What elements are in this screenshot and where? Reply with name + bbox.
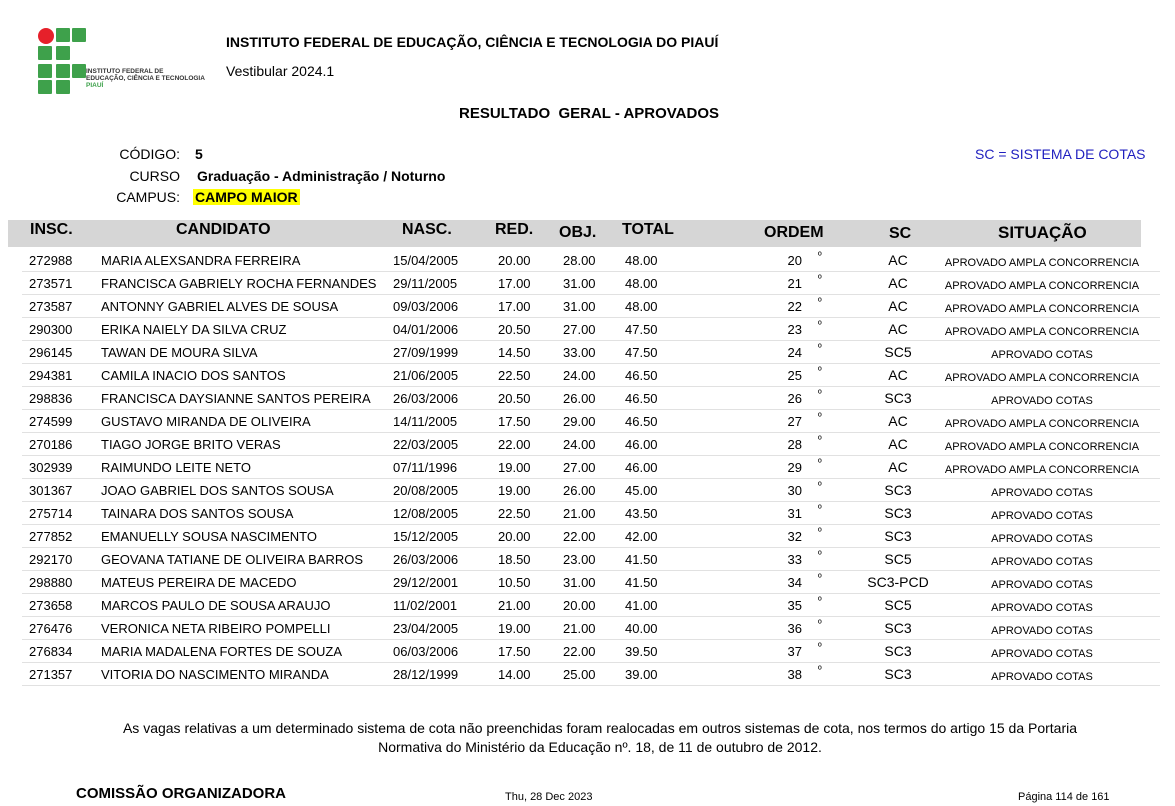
code-label: CÓDIGO:	[119, 146, 180, 162]
row-sc: AC	[888, 459, 908, 475]
col-total: TOTAL	[622, 221, 674, 238]
row-sc: SC3	[884, 643, 912, 659]
logo-red-circle	[38, 28, 54, 44]
logo-text: INSTITUTO FEDERAL DE EDUCAÇÃO, CIÊNCIA E TECNOLOGIA PIAUÍ	[86, 68, 205, 89]
row-total-score: 48.00	[625, 276, 658, 291]
row-birthdate: 26/03/2006	[393, 552, 459, 567]
table-row	[22, 617, 1160, 640]
row-candidate-name: MARIA MADALENA FORTES DE SOUZA	[101, 644, 343, 659]
col-sc: SC	[889, 225, 912, 242]
row-obj-score: 31.00	[563, 575, 596, 590]
row-insc: 273658	[29, 598, 73, 613]
row-order-degree: º	[818, 527, 822, 538]
row-obj-score: 31.00	[563, 299, 596, 314]
table-row	[22, 364, 1160, 387]
row-birthdate: 04/01/2006	[393, 322, 459, 337]
sc-legend: SC = SISTEMA DE COTAS	[975, 146, 1146, 162]
print-date: Thu, 28 Dec 2023	[505, 791, 593, 803]
row-obj-score: 21.00	[563, 621, 596, 636]
row-insc: 275714	[29, 506, 73, 521]
row-total-score: 45.00	[625, 483, 658, 498]
row-insc: 294381	[29, 368, 73, 383]
row-order: 31	[787, 506, 802, 521]
campus-value: CAMPO MAIOR	[195, 189, 298, 205]
row-red-score: 17.00	[498, 276, 531, 291]
row-total-score: 46.00	[625, 437, 658, 452]
row-total-score: 41.00	[625, 598, 658, 613]
row-red-score: 22.50	[498, 368, 531, 383]
row-red-score: 19.00	[498, 621, 531, 636]
course-label: CURSO	[129, 168, 180, 184]
row-candidate-name: ANTONNY GABRIEL ALVES DE SOUSA	[101, 299, 339, 314]
row-birthdate: 26/03/2006	[393, 391, 459, 406]
row-insc: 276834	[29, 644, 73, 659]
row-red-score: 20.50	[498, 322, 531, 337]
row-situation: APROVADO AMPLA CONCORRENCIA	[944, 303, 1140, 315]
row-total-score: 42.00	[625, 529, 658, 544]
col-red: RED.	[495, 221, 534, 238]
row-situation: APROVADO AMPLA CONCORRENCIA	[944, 326, 1140, 338]
row-candidate-name: EMANUELLY SOUSA NASCIMENTO	[101, 529, 318, 544]
row-sc: AC	[888, 321, 908, 337]
row-order-degree: º	[818, 274, 822, 285]
row-sc: AC	[888, 298, 908, 314]
row-insc: 298880	[29, 575, 73, 590]
row-obj-score: 31.00	[563, 276, 596, 291]
code-value: 5	[195, 146, 203, 162]
row-total-score: 46.50	[625, 391, 658, 406]
row-order-degree: º	[818, 297, 822, 308]
row-order-degree: º	[818, 665, 822, 676]
table-row	[22, 571, 1160, 594]
col-situacao: SITUAÇÃO	[998, 223, 1087, 242]
row-obj-score: 27.00	[563, 322, 596, 337]
row-situation: APROVADO AMPLA CONCORRENCIA	[944, 418, 1140, 430]
row-red-score: 18.50	[498, 552, 531, 567]
row-obj-score: 29.00	[563, 414, 596, 429]
row-total-score: 47.50	[625, 322, 658, 337]
row-red-score: 19.00	[498, 483, 531, 498]
row-red-score: 17.50	[498, 644, 531, 659]
table-row	[22, 479, 1160, 502]
table-row	[22, 272, 1160, 295]
row-obj-score: 24.00	[563, 368, 596, 383]
row-order: 35	[787, 598, 802, 613]
row-red-score: 14.50	[498, 345, 531, 360]
row-order: 23	[787, 322, 802, 337]
row-order: 25	[787, 368, 802, 383]
row-order: 24	[787, 345, 802, 360]
row-sc: AC	[888, 275, 908, 291]
campus-label: CAMPUS:	[116, 189, 180, 205]
row-obj-score: 22.00	[563, 644, 596, 659]
page-number: Página 114 de 161	[1018, 791, 1110, 803]
row-situation: APROVADO AMPLA CONCORRENCIA	[944, 372, 1140, 384]
row-red-score: 20.00	[498, 529, 531, 544]
row-insc: 273571	[29, 276, 73, 291]
row-total-score: 43.50	[625, 506, 658, 521]
row-order-degree: º	[818, 504, 822, 515]
row-obj-score: 26.00	[563, 483, 596, 498]
row-candidate-name: GEOVANA TATIANE DE OLIVEIRA BARROS	[101, 552, 363, 567]
row-sc: SC3	[884, 505, 912, 521]
row-order-degree: º	[818, 343, 822, 354]
row-situation: APROVADO COTAS	[991, 395, 1093, 407]
row-insc: 292170	[29, 552, 73, 567]
row-red-score: 20.00	[498, 253, 531, 268]
row-obj-score: 23.00	[563, 552, 596, 567]
row-situation: APROVADO COTAS	[991, 487, 1093, 499]
table-row	[22, 663, 1160, 686]
row-candidate-name: GUSTAVO MIRANDA DE OLIVEIRA	[101, 414, 311, 429]
row-insc: 271357	[29, 667, 73, 682]
row-birthdate: 22/03/2005	[393, 437, 459, 452]
document-title: RESULTADO GERAL - APROVADOS	[459, 105, 720, 122]
row-situation: APROVADO AMPLA CONCORRENCIA	[944, 441, 1140, 453]
row-insc: 270186	[29, 437, 73, 452]
row-total-score: 46.50	[625, 368, 658, 383]
row-obj-score: 27.00	[563, 460, 596, 475]
row-order-degree: º	[818, 642, 822, 653]
row-order: 36	[787, 621, 802, 636]
row-order-degree: º	[818, 251, 822, 262]
row-total-score: 46.00	[625, 460, 658, 475]
institution-name: INSTITUTO FEDERAL DE EDUCAÇÃO, CIÊNCIA E TECNOLOGIA DO PIAUÍ	[226, 34, 719, 50]
row-obj-score: 33.00	[563, 345, 596, 360]
table-row	[22, 548, 1160, 571]
row-candidate-name: VITORIA DO NASCIMENTO MIRANDA	[101, 667, 329, 682]
row-birthdate: 23/04/2005	[393, 621, 459, 636]
row-situation: APROVADO COTAS	[991, 579, 1093, 591]
table-row	[22, 640, 1160, 663]
row-sc: SC5	[884, 344, 912, 360]
row-candidate-name: VERONICA NETA RIBEIRO POMPELLI	[101, 621, 331, 636]
row-order-degree: º	[818, 596, 822, 607]
row-order: 28	[787, 437, 802, 452]
col-insc: INSC.	[30, 221, 73, 238]
row-birthdate: 27/09/1999	[393, 345, 459, 360]
row-insc: 272988	[29, 253, 73, 268]
row-situation: APROVADO COTAS	[991, 510, 1093, 522]
row-situation: APROVADO COTAS	[991, 625, 1093, 637]
row-candidate-name: JOAO GABRIEL DOS SANTOS SOUSA	[101, 483, 334, 498]
table-header	[8, 220, 1141, 247]
course-value: Graduação - Administração / Noturno	[197, 168, 446, 184]
quota-note: As vagas relativas a um determinado sistema de cota não preenchidas foram realocadas em outros sistemas de cota, nos termos do artigo 15 da Portaria Normativa do Ministério da Educação nº. 18, de 11 de outubro de 2012.	[122, 720, 1078, 755]
row-obj-score: 24.00	[563, 437, 596, 452]
row-order-degree: º	[818, 412, 822, 423]
row-obj-score: 25.00	[563, 667, 596, 682]
row-order: 32	[787, 529, 802, 544]
row-order-degree: º	[818, 550, 822, 561]
row-situation: APROVADO COTAS	[991, 648, 1093, 660]
row-order: 20	[787, 253, 802, 268]
row-obj-score: 22.00	[563, 529, 596, 544]
row-red-score: 17.00	[498, 299, 531, 314]
row-birthdate: 29/12/2001	[393, 575, 459, 590]
row-birthdate: 12/08/2005	[393, 506, 459, 521]
row-red-score: 22.50	[498, 506, 531, 521]
row-red-score: 19.00	[498, 460, 531, 475]
row-insc: 273587	[29, 299, 73, 314]
row-birthdate: 07/11/1996	[393, 460, 458, 475]
row-order-degree: º	[818, 481, 822, 492]
row-order-degree: º	[818, 458, 822, 469]
table-row	[22, 295, 1160, 318]
row-birthdate: 14/11/2005	[393, 414, 458, 429]
row-total-score: 39.50	[625, 644, 658, 659]
table-row	[22, 502, 1160, 525]
row-red-score: 22.00	[498, 437, 531, 452]
row-sc: SC3	[884, 390, 912, 406]
row-situation: APROVADO AMPLA CONCORRENCIA	[944, 280, 1140, 292]
row-birthdate: 20/08/2005	[393, 483, 459, 498]
row-situation: APROVADO COTAS	[991, 602, 1093, 614]
row-situation: APROVADO COTAS	[991, 671, 1093, 683]
table-row	[22, 525, 1160, 548]
row-obj-score: 28.00	[563, 253, 596, 268]
row-red-score: 10.50	[498, 575, 531, 590]
row-situation: APROVADO AMPLA CONCORRENCIA	[944, 257, 1140, 269]
row-insc: 302939	[29, 460, 73, 475]
row-order-degree: º	[818, 320, 822, 331]
row-insc: 296145	[29, 345, 73, 360]
row-candidate-name: MARIA ALEXSANDRA FERREIRA	[101, 253, 301, 268]
row-sc: AC	[888, 252, 908, 268]
table-row	[22, 387, 1160, 410]
row-total-score: 39.00	[625, 667, 658, 682]
table-row	[22, 249, 1160, 272]
row-candidate-name: MATEUS PEREIRA DE MACEDO	[101, 575, 297, 590]
row-candidate-name: TAINARA DOS SANTOS SOUSA	[101, 506, 294, 521]
row-birthdate: 15/04/2005	[393, 253, 459, 268]
row-order-degree: º	[818, 435, 822, 446]
row-birthdate: 28/12/1999	[393, 667, 459, 682]
row-obj-score: 20.00	[563, 598, 596, 613]
row-insc: 274599	[29, 414, 73, 429]
col-ordem: ORDEM	[764, 224, 824, 241]
row-candidate-name: RAIMUNDO LEITE NETO	[101, 460, 252, 475]
row-order: 33	[787, 552, 802, 567]
row-order: 37	[787, 644, 802, 659]
row-birthdate: 09/03/2006	[393, 299, 459, 314]
table-row	[22, 433, 1160, 456]
row-candidate-name: FRANCISCA DAYSIANNE SANTOS PEREIRA	[101, 391, 371, 406]
row-candidate-name: MARCOS PAULO DE SOUSA ARAUJO	[101, 598, 331, 613]
table-row	[22, 594, 1160, 617]
row-sc: SC3	[884, 482, 912, 498]
row-order: 30	[787, 483, 802, 498]
row-insc: 276476	[29, 621, 73, 636]
table-row	[22, 341, 1160, 364]
row-insc: 277852	[29, 529, 73, 544]
row-red-score: 14.00	[498, 667, 531, 682]
row-birthdate: 11/02/2001	[393, 598, 458, 613]
row-obj-score: 21.00	[563, 506, 596, 521]
col-nasc: NASC.	[402, 221, 452, 238]
row-situation: APROVADO COTAS	[991, 349, 1093, 361]
row-sc: SC3	[884, 528, 912, 544]
row-candidate-name: ERIKA NAIELY DA SILVA CRUZ	[101, 322, 287, 337]
row-order: 38	[787, 667, 802, 682]
results-table-body	[22, 249, 1160, 686]
row-sc: SC5	[884, 597, 912, 613]
row-total-score: 48.00	[625, 253, 658, 268]
row-total-score: 48.00	[625, 299, 658, 314]
row-total-score: 41.50	[625, 552, 658, 567]
table-row	[22, 318, 1160, 341]
row-order: 22	[787, 299, 802, 314]
row-red-score: 17.50	[498, 414, 531, 429]
table-row	[22, 456, 1160, 479]
row-order-degree: º	[818, 619, 822, 630]
row-order-degree: º	[818, 573, 822, 584]
row-order-degree: º	[818, 389, 822, 400]
row-sc: AC	[888, 413, 908, 429]
row-candidate-name: TIAGO JORGE BRITO VERAS	[101, 437, 281, 452]
committee-label: COMISSÃO ORGANIZADORA	[76, 785, 286, 802]
row-sc: SC3	[884, 620, 912, 636]
exam-name: Vestibular 2024.1	[226, 63, 335, 79]
row-birthdate: 06/03/2006	[393, 644, 459, 659]
row-order: 21	[787, 276, 802, 291]
row-insc: 301367	[29, 483, 73, 498]
row-sc: AC	[888, 436, 908, 452]
col-obj: OBJ.	[559, 224, 597, 241]
row-sc: SC5	[884, 551, 912, 567]
row-insc: 290300	[29, 322, 73, 337]
row-order: 26	[787, 391, 802, 406]
row-insc: 298836	[29, 391, 73, 406]
row-candidate-name: CAMILA INACIO DOS SANTOS	[101, 368, 286, 383]
institution-logo	[38, 28, 208, 96]
row-total-score: 40.00	[625, 621, 658, 636]
table-row	[22, 410, 1160, 433]
row-obj-score: 26.00	[563, 391, 596, 406]
row-candidate-name: FRANCISCA GABRIELY ROCHA FERNANDES	[101, 276, 377, 291]
row-situation: APROVADO COTAS	[991, 556, 1093, 568]
row-situation: APROVADO COTAS	[991, 533, 1093, 545]
row-sc: AC	[888, 367, 908, 383]
col-candidato: CANDIDATO	[176, 221, 271, 238]
row-order: 27	[787, 414, 802, 429]
row-order: 29	[787, 460, 802, 475]
row-total-score: 47.50	[625, 345, 658, 360]
row-sc: SC3-PCD	[867, 574, 929, 590]
row-sc: SC3	[884, 666, 912, 682]
row-order-degree: º	[818, 366, 822, 377]
row-situation: APROVADO AMPLA CONCORRENCIA	[944, 464, 1140, 476]
row-total-score: 46.50	[625, 414, 658, 429]
row-order: 34	[787, 575, 802, 590]
row-red-score: 21.00	[498, 598, 531, 613]
row-total-score: 41.50	[625, 575, 658, 590]
row-birthdate: 15/12/2005	[393, 529, 459, 544]
row-candidate-name: TAWAN DE MOURA SILVA	[101, 345, 258, 360]
row-red-score: 20.50	[498, 391, 531, 406]
row-birthdate: 21/06/2005	[393, 368, 459, 383]
row-birthdate: 29/11/2005	[393, 276, 458, 291]
